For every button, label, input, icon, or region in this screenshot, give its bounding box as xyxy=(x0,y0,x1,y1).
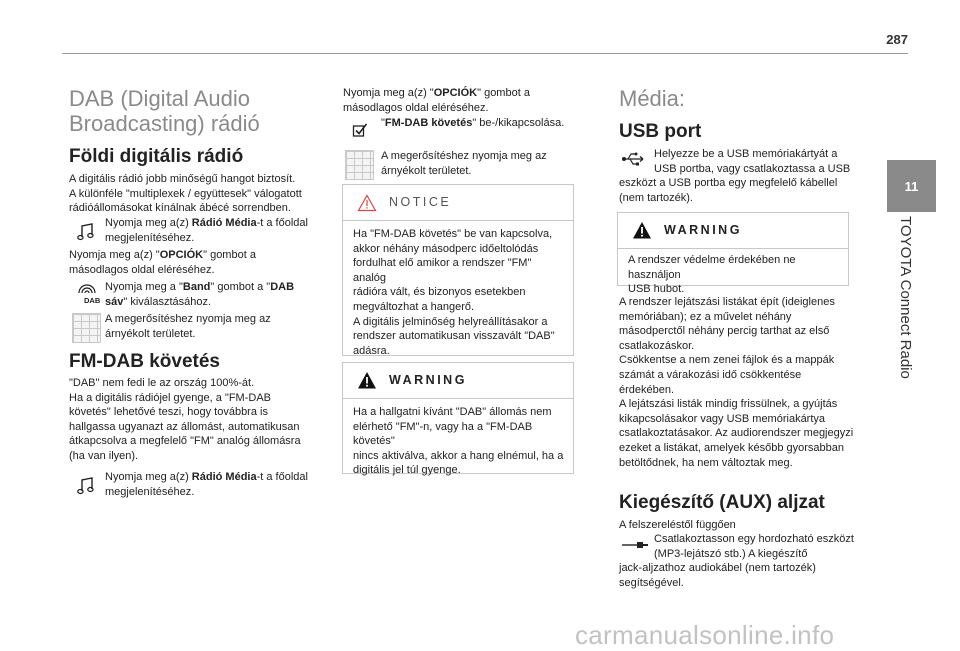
step-radio-media: Nyomja meg a(z) Rádió Média-t a főoldal megjelenítéséhez. xyxy=(105,217,308,244)
fm-dab-toggle-step: "FM-DAB követés" be-/kikapcsolása. xyxy=(381,117,565,129)
col2-step-options: Nyomja meg a(z) "OPCIÓK" gombot a másodlagos oldal eléréséhez. xyxy=(343,87,530,114)
step-band: Nyomja meg a "Band" gombot a "DAB sáv" kiválasztásához. xyxy=(105,281,295,308)
notice-text: Ha "FM-DAB követés" be van kapcsolva, akkor néhány másodperc időeltolódás fordulhat elő amikor a rendszer "FM" analóg rádióra vált, és bizonyos esetekben megváltozhat a hangerő. A digitális jelminőség helyreállításakor a rendszer automatikusan visszavált "DAB" adásra. xyxy=(353,228,555,357)
music-note-icon xyxy=(77,222,95,242)
fm-dab-description: "DAB" nem fedi le az ország 100%-át. Ha a digitális rádiójel gyenge, a "FM-DAB követés" lehetővé teszi, hogy továbbra is hallgassa ugyanazt az állomást, automatikusan átkapcsolva a megfelelő "FM" analóg állomásra (ha van ilyen). xyxy=(69,377,301,462)
dab-icon xyxy=(75,281,101,305)
usb-port-heading: USB port xyxy=(619,121,702,142)
aux-equipment-note: A felszereléstől függően xyxy=(619,519,736,531)
chapter-tab xyxy=(887,160,936,212)
usb-warning-box xyxy=(617,212,849,296)
shaded-area-icon xyxy=(72,313,101,343)
svg-text:DAB: DAB xyxy=(84,296,101,305)
step-options: Nyomja meg a(z) "OPCIÓK" gombot a másodlagos oldal eléréséhez. xyxy=(69,249,256,276)
col2-step-confirm: A megerősítéshez nyomja meg az árnyékolt területet. xyxy=(381,150,547,177)
usb-icon xyxy=(621,151,647,167)
header-rule xyxy=(62,53,908,54)
chapter-title-text: TOYOTA Connect Radio xyxy=(897,216,914,379)
page-number: 287 xyxy=(886,32,908,47)
playlist-description: A rendszer lejátszási listákat épít (ideiglenes memóriában); ez a művelet néhány másodperctől néhány percig tarthat az első csatlakozáskor. Csökkentse a nem zenei fájlok és a mappák számát a várakozási idő csökkentése érdekében. A lejátszási listák mindig frissülnek, a gyújtás kikapcsolásakor vagy USB memóriakártya csatlakoztatásakor. Az audiorendszer megjegyzi ezeket a listákat, amelyek később gyorsabban betöltődnek, ha nem változtak meg. xyxy=(619,296,854,469)
aux-instructions-indented: Csatlakoztasson egy hordozható eszközt (MP3-lejátszó stb.) A kiegészítő xyxy=(654,533,854,560)
warning-label: WARNING xyxy=(389,373,467,387)
warning-triangle-icon xyxy=(632,221,652,240)
dab-title: DAB (Digital Audio Broadcasting) rádió xyxy=(69,86,260,136)
aux-socket-heading: Kiegészítő (AUX) aljzat xyxy=(619,492,825,513)
step-confirm: A megerősítéshez nyomja meg az árnyékolt területet. xyxy=(105,313,271,340)
notice-label: NOTICE xyxy=(389,195,452,209)
shaded-area-icon xyxy=(345,150,374,180)
usb-instructions-indented: Helyezze be a USB memóriakártyát a USB portba, vagy csatlakoztassa a USB xyxy=(654,148,851,175)
notice-box xyxy=(342,184,574,356)
step-radio-media-2: Nyomja meg a(z) Rádió Média-t a főoldal megjelenítéséhez. xyxy=(105,471,308,498)
usb-instructions: eszközt a USB portba egy megfelelő kábellel (nem tartozék). xyxy=(619,177,838,204)
terrestrial-digital-radio-heading: Földi digitális rádió xyxy=(69,146,244,167)
warning-text: Ha a hallgatni kívánt "DAB" állomás nem elérhető "FM"-n, vagy ha a "FM-DAB követés" nincs aktiválva, akkor a hang elnémul, ha a digitális jel túl gyenge. xyxy=(353,406,564,477)
media-title: Média: xyxy=(619,86,686,111)
notice-header xyxy=(343,185,573,221)
music-note-icon xyxy=(77,476,95,496)
warning-box xyxy=(342,362,574,477)
watermark: carmanualsonline.info xyxy=(575,620,835,650)
dab-intro: A digitális rádió jobb minőségű hangot biztosít. A különféle "multiplexek / együttesek" válogatott rádióállomásokat kínálnak ábécé sorrendben. xyxy=(69,173,302,215)
usb-warning-label: WARNING xyxy=(664,223,742,237)
fm-dab-following-heading: FM-DAB követés xyxy=(69,351,220,372)
chapter-number: 11 xyxy=(904,178,919,194)
notice-triangle-icon xyxy=(357,194,377,212)
chapter-title xyxy=(892,216,918,396)
warning-triangle-icon xyxy=(357,371,377,390)
aux-instructions: jack-aljzathoz audiokábel (nem tartozék) segítségével. xyxy=(619,562,816,589)
usb-warning-text: A rendszer védelme érdekében ne használjon USB hubot. xyxy=(628,254,796,296)
jack-plug-icon xyxy=(621,540,649,550)
checkbox-icon xyxy=(352,122,368,138)
